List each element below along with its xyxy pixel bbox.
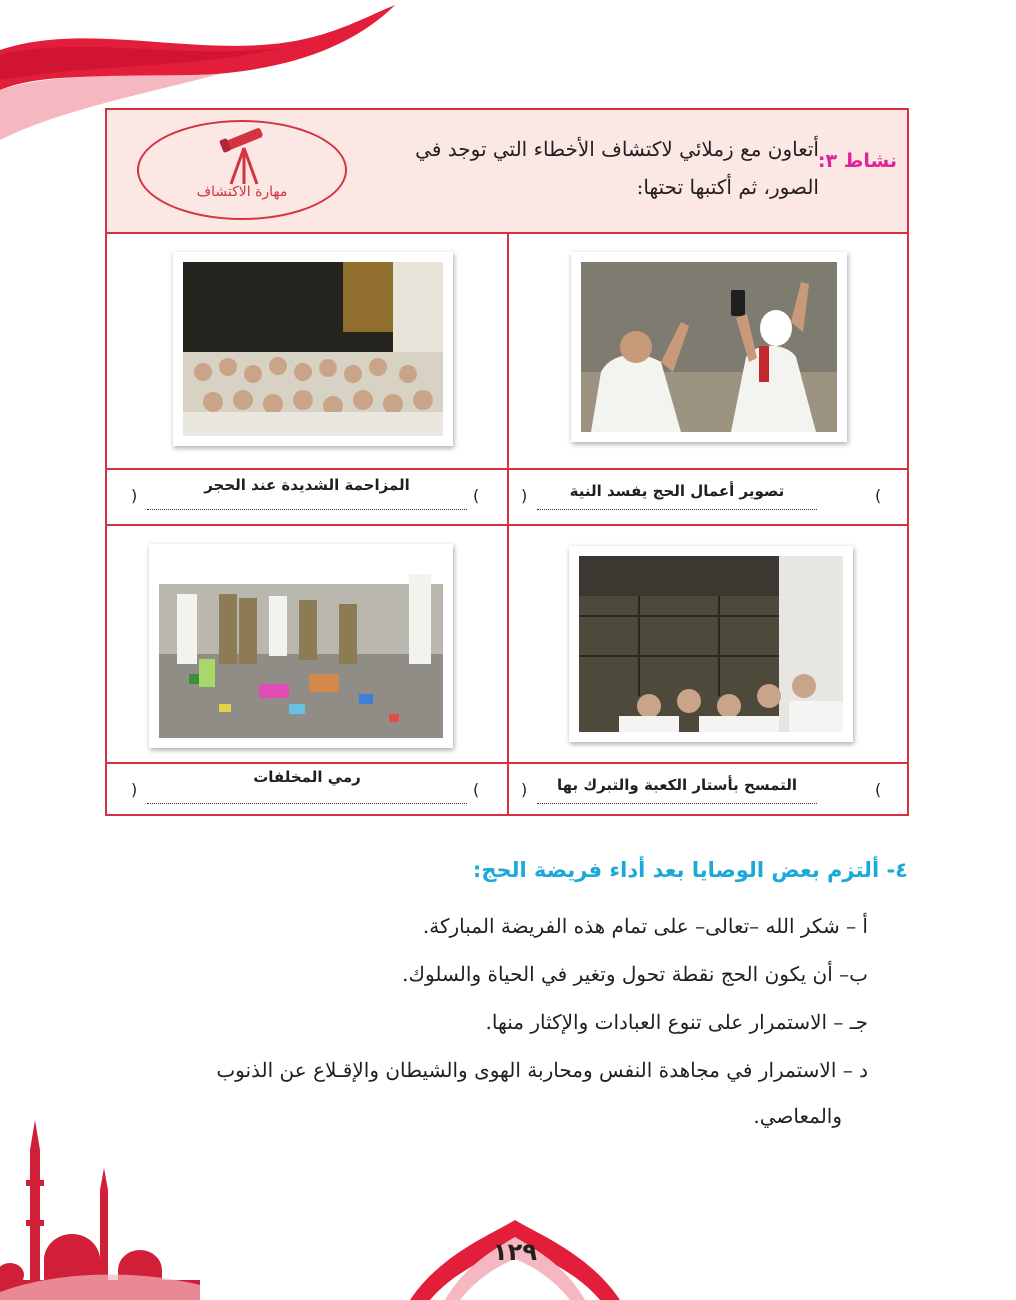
list-item: ب– أن يكون الحج نقطة تحول وتغير في الحياة والسلوك. [402, 962, 868, 986]
skill-badge-label: مهارة الاكتشاف [196, 184, 288, 200]
grid-divider-middle [107, 524, 907, 526]
close-paren: ( [875, 486, 882, 505]
page-number: ١٢٩ [493, 1238, 537, 1266]
open-paren: ) [521, 780, 528, 799]
list-item: جـ – الاستمرار على تنوع العبادات والإكثار منها. [485, 1010, 868, 1034]
touching-kaaba-wall-photo [579, 556, 843, 732]
litter-on-ground-photo [159, 554, 443, 738]
caption-cell-4 [107, 766, 507, 814]
caption-1: تصوير أعمال الحج يفسد النية [569, 482, 785, 500]
answer-line-2 [147, 508, 467, 510]
activity-label: نشاط ٣: [817, 150, 897, 172]
answer-line-3 [537, 802, 817, 804]
instruction-line-1: أتعاون مع زملائي لاكتشاف الأخطاء التي توجد في [415, 137, 819, 161]
caption-4: رمي المخلفات [253, 768, 361, 786]
photo-frame-3 [569, 546, 853, 742]
open-paren: ) [521, 486, 528, 505]
telescope-icon [219, 126, 269, 188]
photo-frame-1 [571, 252, 847, 442]
answer-line-1 [537, 508, 817, 510]
answer-line-4 [147, 802, 467, 804]
crowd-at-kaaba-photo [183, 262, 443, 436]
close-paren: ( [473, 780, 480, 799]
caption-cell-2 [107, 472, 507, 522]
close-paren: ( [473, 486, 480, 505]
caption-cell-3 [507, 766, 907, 814]
caption-2: المزاحمة الشديدة عند الحجر [204, 476, 410, 494]
caption-3: التمسح بأستار الكعبة والتبرك بها [556, 776, 798, 794]
caption-cell-1 [507, 472, 907, 522]
activity-instruction [359, 130, 819, 206]
section-title: ٤- ألتزم بعض الوصايا بعد أداء فريضة الحج: [472, 858, 908, 882]
instruction-line-2: الصور، ثم أكتبها تحتها: [636, 175, 819, 199]
list-item: د – الاستمرار في مجاهدة النفس ومحاربة الهوى والشيطان والإقـلاع عن الذنوب [216, 1058, 868, 1082]
activity-header [107, 110, 907, 234]
skill-badge [137, 120, 347, 220]
list-item-continuation: والمعاصي. [753, 1104, 842, 1128]
list-item: أ – شكر الله –تعالى– على تمام هذه الفريضة المباركة. [422, 914, 868, 938]
close-paren: ( [875, 780, 882, 799]
activity-box [105, 108, 909, 816]
open-paren: ) [131, 780, 138, 799]
photo-frame-4 [149, 544, 453, 748]
photo-frame-2 [173, 252, 453, 446]
mosque-silhouette-decoration [0, 1120, 200, 1300]
grid-divider-row2-caption [107, 762, 907, 764]
grid-divider-row1-caption [107, 468, 907, 470]
open-paren: ) [131, 486, 138, 505]
pilgrims-selfie-photo [581, 262, 837, 432]
